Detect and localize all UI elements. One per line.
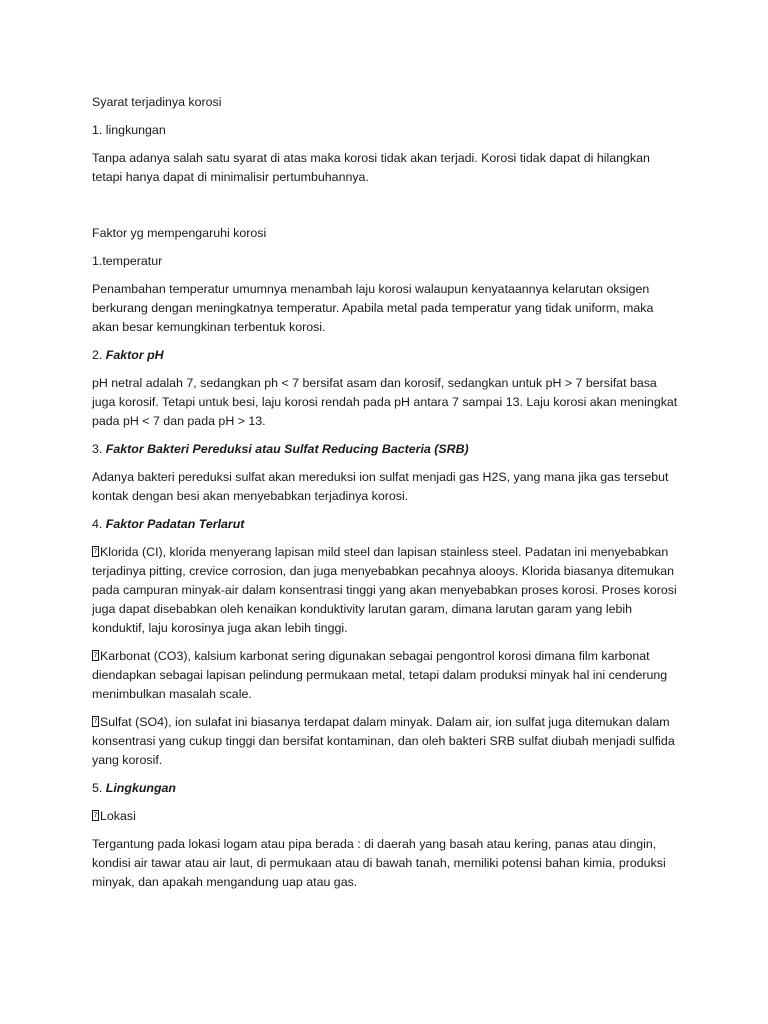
factor-3-number: 3. [92,442,103,456]
factor-2-heading [92,346,682,365]
factor-4-number: 4. [92,517,103,531]
missing-glyph-icon: ? [93,717,98,725]
factor-2-paragraph: pH netral adalah 7, sedangkan ph < 7 bersifat asam dan korosif, sedangkan untuk pH > 7 bersifat basa juga korosif. Tetapi untuk besi, laju korosi rendah pada pH antara 7 sampai 13. Laju korosi akan meningkat pada pH < 7 dan pada pH > 13. [92,376,678,428]
section-1-heading: 1. lingkungan [92,123,166,137]
klorida-text: Klorida (CI), klorida menyerang lapisan mild steel dan lapisan stainless steel. Padatan ini menyebabkan terjadinya pitting, crevice corrosion, dan juga menyebabkan pecahnya alooys. Klorida biasanya ditemukan pada campuran minyak-air dalam konsentrasi tinggi yang akan menyebabkan proses korosi. Proses korosi juga dapat disebabkan oleh kenaikan konduktivity larutan garam, dimana larutan garam yang lebih konduktif, laju korosinya juga akan lebih tinggi. [92,545,677,635]
intro-paragraph: Tanpa adanya salah satu syarat di atas maka korosi tidak akan terjadi. Korosi tidak dapat di hilangkan tetapi hanya dapat di minimalisir pertumbuhannya. [92,151,650,184]
factor-3-title: Faktor Bakteri Pereduksi atau Sulfat Reducing Bacteria (SRB) [105,442,469,456]
lokasi-item [92,807,682,826]
factor-4-heading [92,515,682,534]
missing-glyph-icon: ? [93,547,98,555]
factor-3-paragraph: Adanya bakteri pereduksi sulfat akan mereduksi ion sulfat menjadi gas H2S, yang mana jika gas tersebut kontak dengan besi akan menyebabkan terjadinya korosi. [92,470,669,503]
factors-heading: Faktor yg mempengaruhi korosi [92,226,267,240]
document-body [92,93,682,901]
doc-title: Syarat terjadinya korosi [92,95,222,109]
factor-5-paragraph: Tergantung pada lokasi logam atau pipa berada : di daerah yang basah atau kering, panas atau dingin, kondisi air tawar atau air laut, di permukaan atau di bawah tanah, memiliki potensi bahan kimia, produksi minyak, dan apakah mengandung uap atau gas. [92,837,666,889]
factor-1-paragraph: Penambahan temperatur umumnya menambah laju korosi walaupun kenyataannya kelarutan oksigen berkurang dengan meningkatnya temperatur. Apabila metal pada temperatur yang tidak uniform, maka akan besar kemungkinan terbentuk korosi. [92,282,654,334]
factor-3-heading [92,440,682,459]
factor-5-title: Lingkungan [105,781,177,795]
factor-1-heading: 1.temperatur [92,254,163,268]
factor-5-number: 5. [92,781,103,795]
missing-glyph-icon: ? [93,811,98,819]
klorida-paragraph [92,543,682,638]
karbonat-text: Karbonat (CO3), kalsium karbonat sering digunakan sebagai pengontrol korosi dimana film karbonat diendapkan sebagai lapisan pelindung permukaan metal, tetapi dalam produksi minyak hal ini cenderung menimbulkan masalah scale. [92,649,668,701]
karbonat-paragraph [92,647,682,704]
factor-2-title: Faktor pH [105,348,164,362]
factor-5-heading [92,779,682,798]
sulfat-text: Sulfat (SO4), ion sulafat ini biasanya terdapat dalam minyak. Dalam air, ion sulfat juga ditemukan dalam konsentrasi yang cukup tinggi dan bersifat kontaminan, dan oleh bakteri SRB sulfat diubah menjadi sulfida yang korosif. [92,715,675,767]
missing-glyph-icon: ? [93,651,98,659]
factor-2-number: 2. [92,348,103,362]
factor-4-title: Faktor Padatan Terlarut [105,517,245,531]
sulfat-paragraph [92,713,682,770]
lokasi-label: Lokasi [100,809,136,823]
